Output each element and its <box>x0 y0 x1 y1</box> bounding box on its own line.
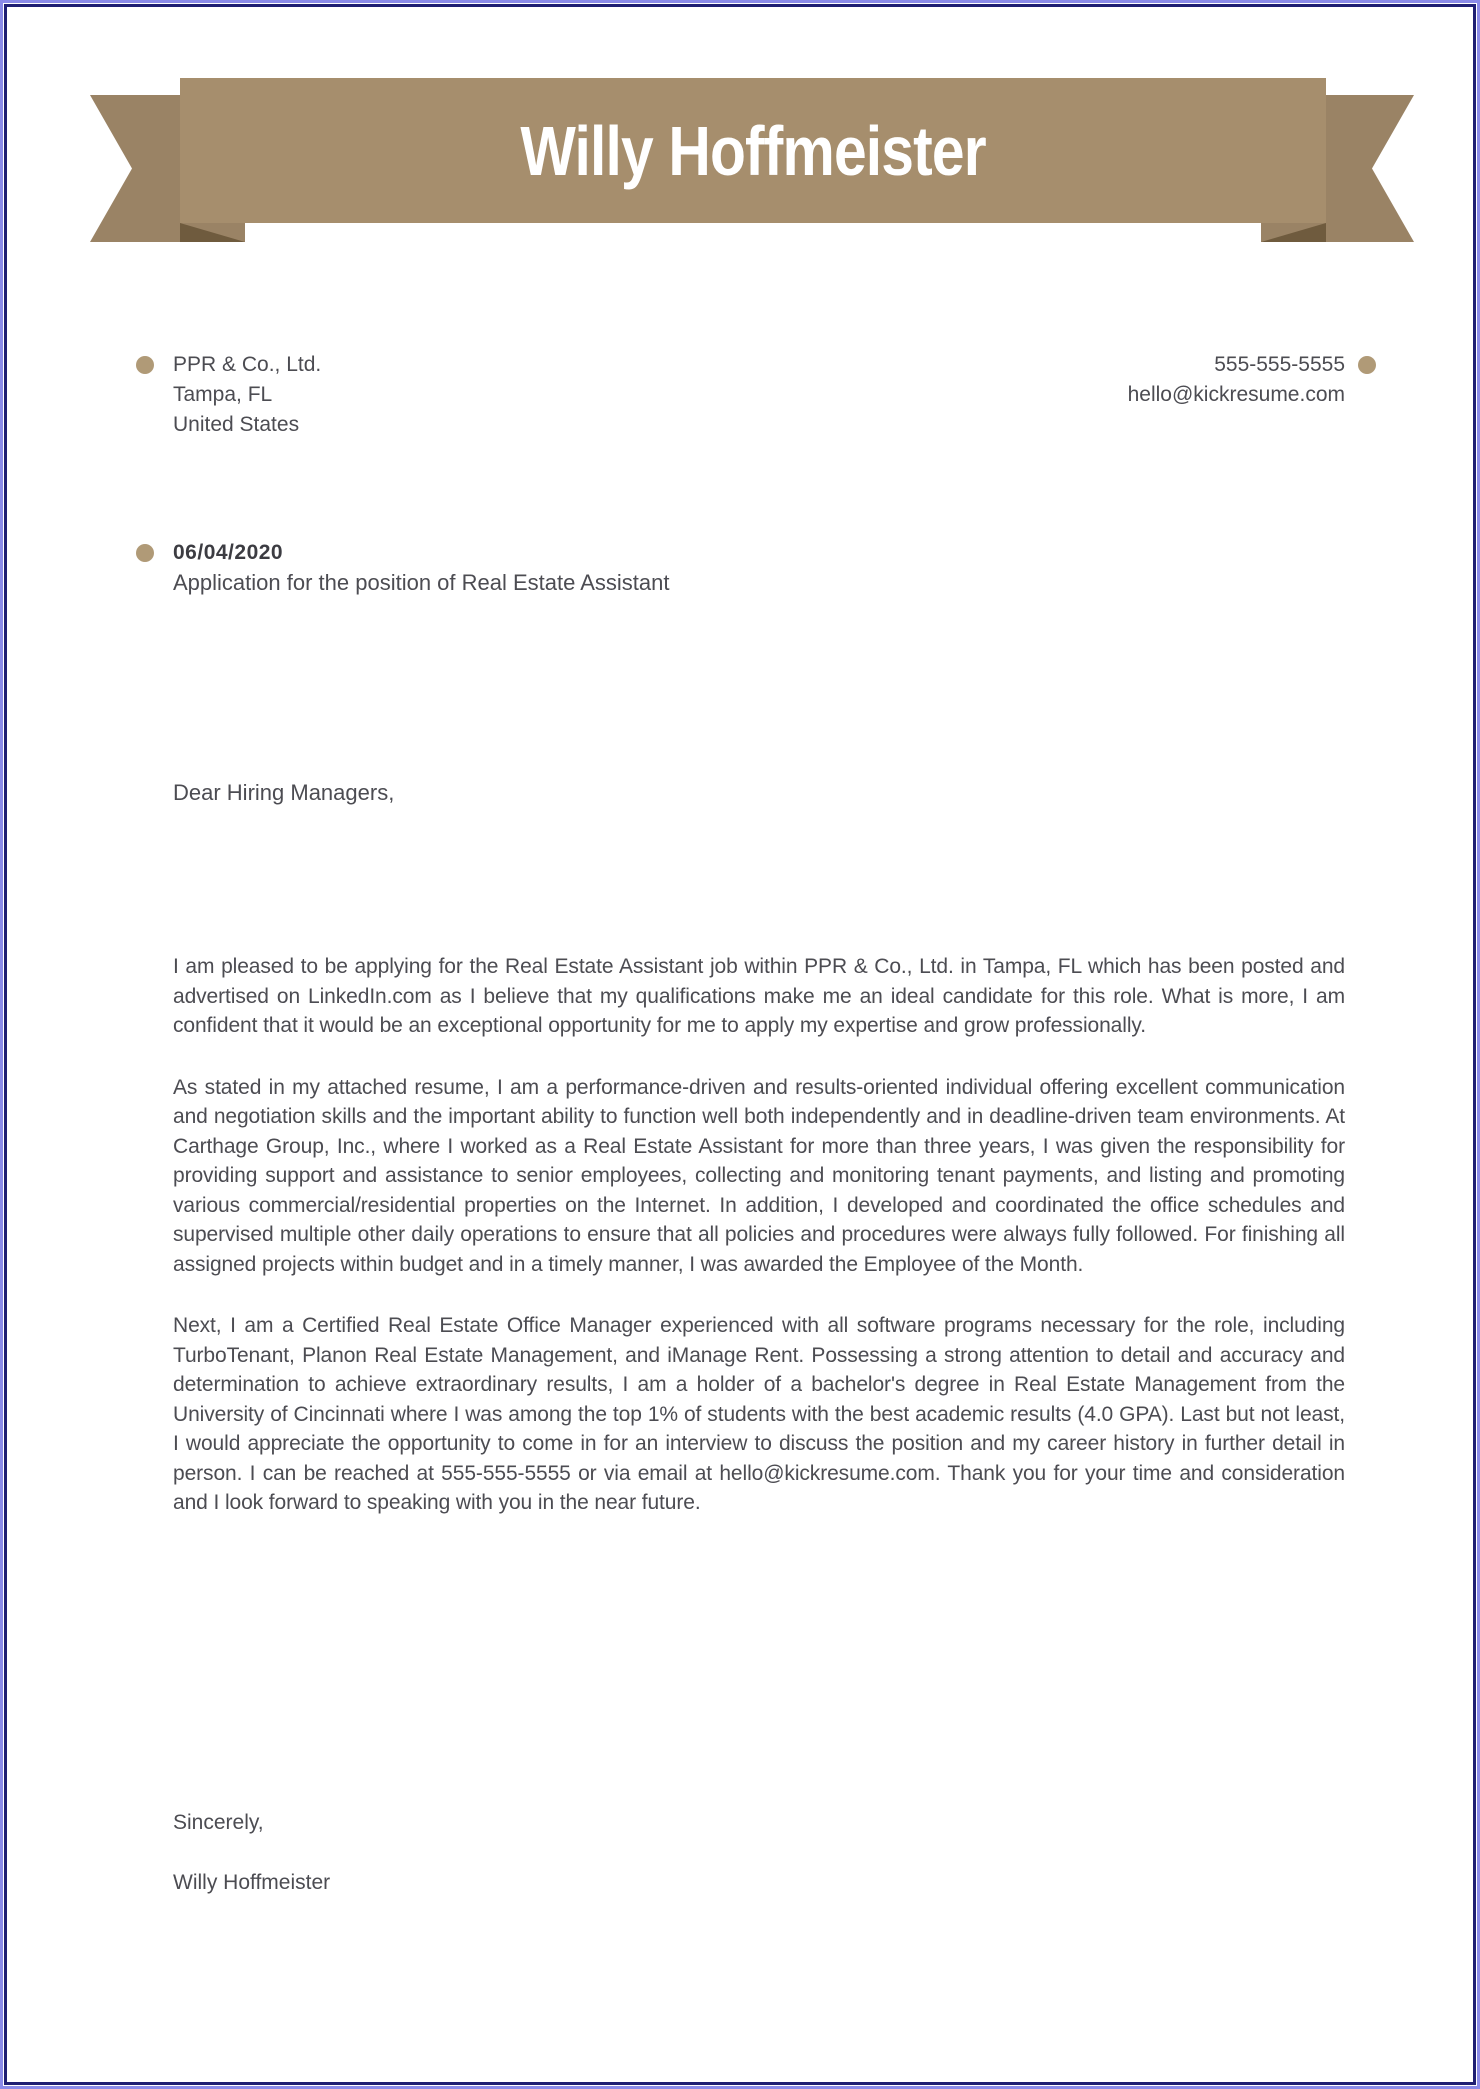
sender-contact-block <box>1128 350 1345 410</box>
recipient-country: United States <box>173 413 300 436</box>
recipient-address-block <box>173 350 321 440</box>
bullet-dot-icon <box>136 544 154 562</box>
letter-body <box>173 952 1345 1518</box>
candidate-name-title: Willy Hoffmeister <box>520 111 986 190</box>
letter-paragraph: Next, I am a Certified Real Estate Office Manager experienced with all software programs necessary for the role, including TurboTenant, Planon Real Estate Management, and iManage Rent. Possessing a strong attention to detail and accuracy and determination to achieve extraordinary results, I am a holder of a bachelor's degree in Real Estate Management from the University of Cincinnati where I was among the top 1% of students with the best academic results (4.0 GPA). Last but not least, I would appreciate the opportunity to come in for an interview to discuss the position and my career history in further detail in person. I can be reached at 555-555-5555 or via email at hello@kickresume.com. Thank you for your time and consideration and I look forward to speaking with you in the near future. <box>173 1314 1345 1514</box>
recipient-city: Tampa, FL <box>173 383 273 406</box>
letter-paragraph: As stated in my attached resume, I am a performance-driven and results-oriented individual offering excellent communication and negotiation skills and the important ability to function well both independently and in deadline-driven team environments. At Carthage Group, Inc., where I worked as a Real Estate Assistant for more than three years, I was given the responsibility for providing support and assistance to senior employees, collecting and monitoring tenant payments, and listing and promoting various commercial/residential properties on the Internet. In addition, I developed and coordinated the office schedules and supervised multiple other daily operations to ensure that all policies and procedures were always fully followed. For finishing all assigned projects within budget and in a timely manner, I was awarded the Employee of the Month. <box>173 1075 1345 1276</box>
letter-paragraph: I am pleased to be applying for the Real Estate Assistant job within PPR & Co., Ltd. in Tampa, FL which has been posted and advertised on LinkedIn.com as I believe that my qualifications make me an ideal candidate for this role. What is more, I am confident that it would be an exceptional opportunity for me to apply my expertise and grow professionally. <box>173 955 1345 1037</box>
sender-email: hello@kickresume.com <box>1127 383 1345 406</box>
header <box>180 78 1326 223</box>
closing-salutation: Sincerely, <box>173 1811 264 1834</box>
recipient-company: PPR & Co., Ltd. <box>173 353 322 376</box>
sender-phone: 555-555-5555 <box>1214 353 1345 376</box>
bullet-dot-icon <box>136 356 154 374</box>
subject-block <box>173 538 670 598</box>
closing-block <box>173 1808 330 1898</box>
bullet-dot-icon <box>1358 356 1376 374</box>
greeting-line: Dear Hiring Managers, <box>173 780 395 805</box>
signature-name: Willy Hoffmeister <box>173 1871 331 1894</box>
subject-line: Application for the position of Real Estate Assistant <box>173 570 670 595</box>
letter-date: 06/04/2020 <box>173 541 284 564</box>
